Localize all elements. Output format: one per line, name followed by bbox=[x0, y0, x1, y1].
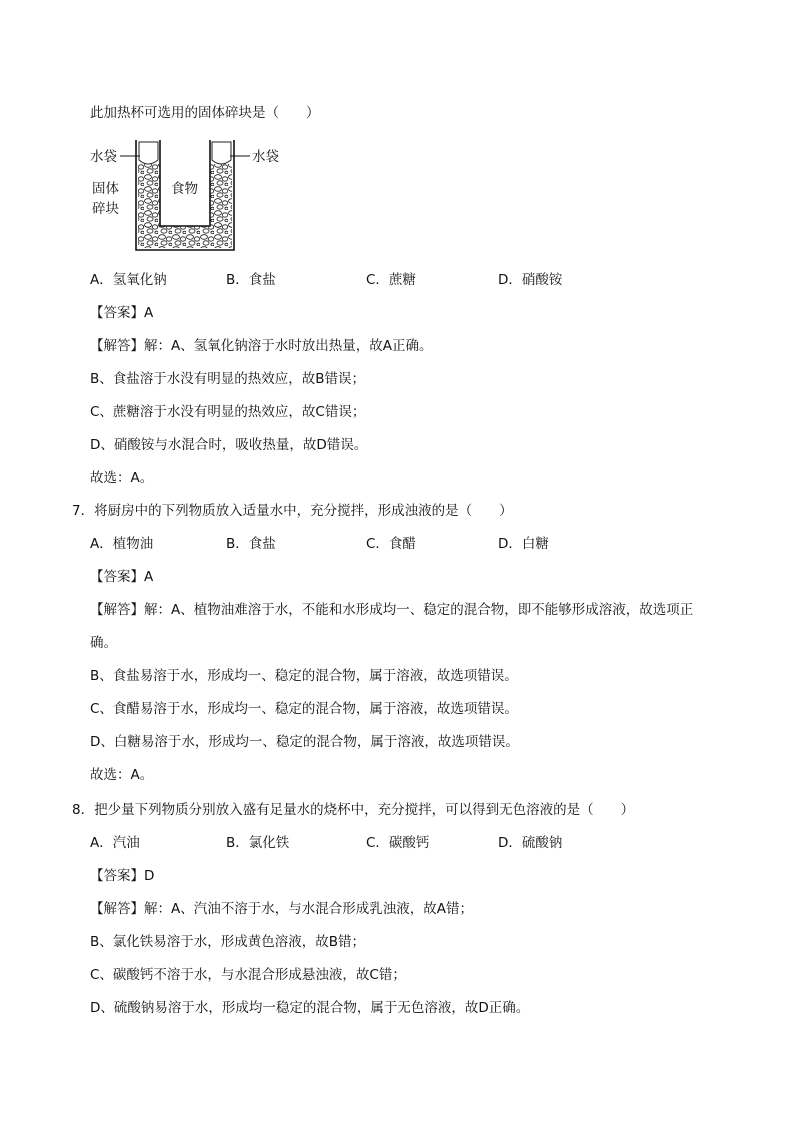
label-food: 食物 bbox=[171, 181, 198, 197]
q8-analysis-line: C、碳酸钙不溶于水，与水混合形成悬浊液，故C错； bbox=[90, 967, 406, 983]
q6-analysis-line: B、食盐溶于水没有明显的热效应，故B错误； bbox=[90, 371, 366, 387]
q7-option-b[interactable]: B．食盐 bbox=[226, 536, 276, 552]
q6-analysis-line: C、蔗糖溶于水没有明显的热效应，故C错误； bbox=[90, 404, 366, 420]
q8-analysis-line: 【解答】解：A、汽油不溶于水，与水混合形成乳浊液，故A错； bbox=[90, 901, 473, 917]
q6-option-c[interactable]: C．蔗糖 bbox=[366, 272, 416, 288]
q7-answer: 【答案】A bbox=[90, 569, 154, 585]
q6-option-a[interactable]: A．氢氧化钠 bbox=[90, 272, 167, 288]
solid-chunks-bottom bbox=[138, 226, 232, 248]
q8-analysis-line: D、硫酸钠易溶于水，形成均一稳定的混合物，属于无色溶液，故D正确。 bbox=[90, 1000, 530, 1016]
label-solid-line2: 碎块 bbox=[92, 201, 119, 217]
q7-analysis-line: 确。 bbox=[90, 635, 117, 651]
q8-answer: 【答案】D bbox=[90, 868, 155, 884]
q7-analysis-line: 【解答】解：A、植物油难溶于水，不能和水形成均一、稳定的混合物，即不能够形成溶液，故选项正 bbox=[90, 602, 694, 618]
heating-cup-diagram bbox=[88, 138, 288, 254]
water-bag-left bbox=[139, 142, 158, 164]
question-7-stem: 7．将厨房中的下列物质放入适量水中，充分搅拌，形成浊液的是（ ） bbox=[72, 503, 513, 519]
q6-analysis-line: 【解答】解：A、氢氧化钠溶于水时放出热量，故A正确。 bbox=[90, 338, 433, 354]
label-water-bag-left: 水袋 bbox=[90, 149, 117, 165]
q7-analysis-line: C、食醋易溶于水，形成均一、稳定的混合物，属于溶液，故选项错误。 bbox=[90, 701, 518, 717]
q6-analysis-line: D、硝酸铵与水混合时，吸收热量，故D错误。 bbox=[90, 437, 368, 453]
label-water-bag-right: 水袋 bbox=[252, 149, 279, 165]
q6-answer: 【答案】A bbox=[90, 305, 154, 321]
water-bag-right bbox=[212, 142, 231, 164]
q8-option-d[interactable]: D．硫酸钠 bbox=[498, 835, 563, 851]
question-8-stem: 8．把少量下列物质分别放入盛有足量水的烧杯中，充分搅拌，可以得到无色溶液的是（ ） bbox=[72, 802, 635, 818]
q8-analysis-line: B、氯化铁易溶于水，形成黄色溶液，故B错； bbox=[90, 934, 366, 950]
q7-analysis-line: 故选：A。 bbox=[90, 767, 154, 783]
solid-chunks-left bbox=[138, 164, 160, 228]
solid-chunks-right bbox=[210, 164, 232, 228]
q6-option-b[interactable]: B．食盐 bbox=[226, 272, 276, 288]
q7-analysis-line: B、食盐易溶于水，形成均一、稳定的混合物，属于溶液，故选项错误。 bbox=[90, 668, 518, 684]
q8-option-c[interactable]: C．碳酸钙 bbox=[366, 835, 430, 851]
q8-option-b[interactable]: B．氯化铁 bbox=[226, 835, 290, 851]
q6-analysis-line: 故选：A。 bbox=[90, 470, 154, 486]
q7-option-c[interactable]: C．食醋 bbox=[366, 536, 416, 552]
q7-option-a[interactable]: A．植物油 bbox=[90, 536, 154, 552]
q7-option-d[interactable]: D．白糖 bbox=[498, 536, 549, 552]
label-solid-line1: 固体 bbox=[92, 181, 119, 197]
q7-analysis-line: D、白糖易溶于水，形成均一、稳定的混合物，属于溶液，故选项错误。 bbox=[90, 734, 519, 750]
question-6-stem: 此加热杯可选用的固体碎块是（ ） bbox=[90, 105, 320, 121]
q8-option-a[interactable]: A．汽油 bbox=[90, 835, 140, 851]
q6-option-d[interactable]: D．硝酸铵 bbox=[498, 272, 563, 288]
